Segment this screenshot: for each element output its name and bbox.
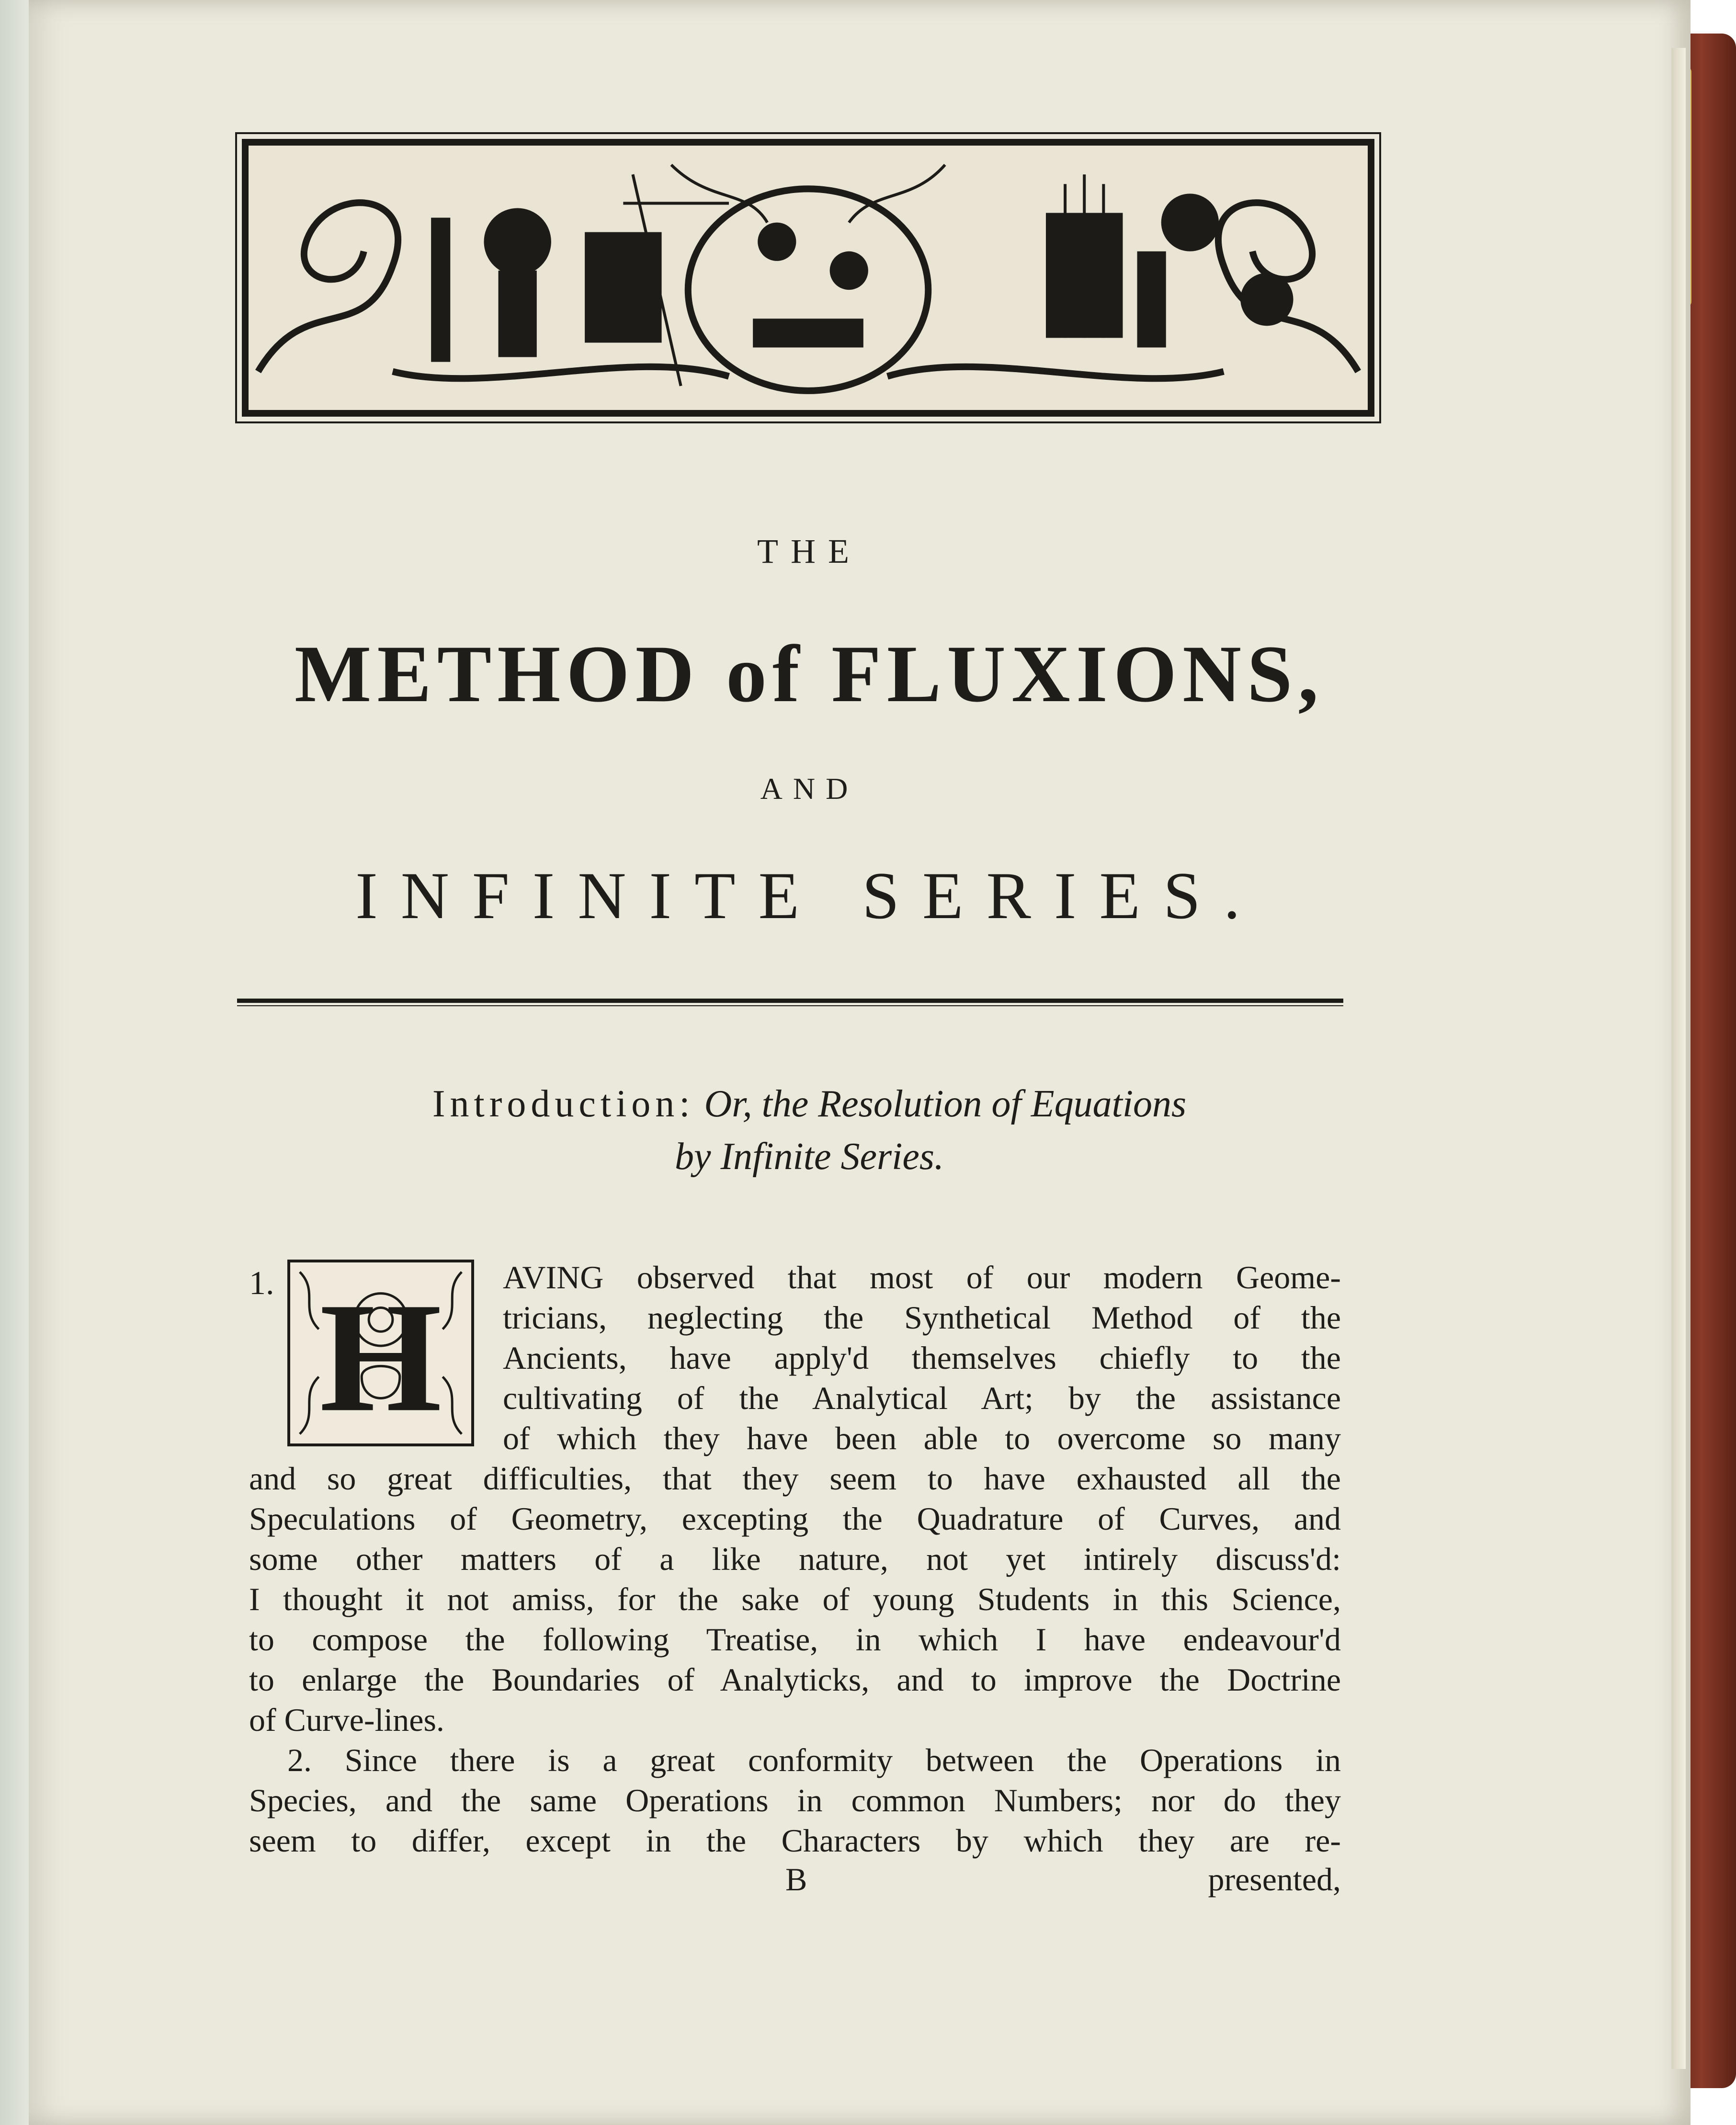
text-line: Ancients, have apply'd themselves chiefly to the bbox=[503, 1340, 1341, 1376]
title-the: THE bbox=[757, 532, 862, 570]
signature-mark: B bbox=[785, 1861, 807, 1898]
divider-rule bbox=[237, 999, 1343, 1003]
text-line: 2. Since there is a great conformity between the Operations in bbox=[287, 1742, 1341, 1778]
text-line: I thought it not amiss, for the sake of young Students in this Science, bbox=[249, 1581, 1341, 1617]
text-line: to enlarge the Boundaries of Analyticks, and to improve the Doctrine bbox=[249, 1661, 1341, 1698]
title-and: AND bbox=[760, 772, 859, 806]
introduction-subtitle-line2: by Infinite Series. bbox=[674, 1136, 944, 1178]
introduction-heading bbox=[225, 1078, 1394, 1183]
text-line: AVING observed that most of our modern Geome- bbox=[503, 1259, 1341, 1295]
main-title: METHOD of FLUXIONS, bbox=[294, 629, 1325, 719]
introduction-subtitle: Or, the Resolution of Equations bbox=[704, 1083, 1187, 1125]
introduction-label: Introduction: bbox=[432, 1083, 695, 1125]
catchword: presented, bbox=[1208, 1861, 1341, 1898]
dropcap-letter: H bbox=[319, 1270, 442, 1443]
text-line: tricians, neglecting the Synthetical Method of the bbox=[503, 1299, 1341, 1336]
paragraph-number: 1. bbox=[249, 1265, 274, 1302]
text-line: Speculations of Geometry, excepting the Quadrature of Curves, and bbox=[249, 1500, 1341, 1537]
text-line: of Curve-lines. bbox=[249, 1702, 444, 1738]
text-line: to compose the following Treatise, in which I have endeavour'd bbox=[249, 1621, 1341, 1658]
headpiece-engraving-icon bbox=[249, 146, 1368, 410]
page-edge bbox=[1671, 48, 1686, 2069]
divider-rule-thin bbox=[237, 1005, 1343, 1006]
decorated-initial bbox=[287, 1260, 474, 1446]
text-line: some other matters of a like nature, not yet intirely discuss'd: bbox=[249, 1541, 1341, 1577]
text-line: seem to differ, except in the Characters by which they are re- bbox=[249, 1822, 1341, 1859]
ornamental-initial-icon bbox=[290, 1262, 471, 1443]
text-line: Species, and the same Operations in common Numbers; nor do they bbox=[249, 1782, 1341, 1818]
sub-title: INFINITE SERIES. bbox=[355, 859, 1263, 933]
text-line: and so great difficulties, that they seem to have exhausted all the bbox=[249, 1460, 1341, 1497]
text-line: of which they have been able to overcome so many bbox=[503, 1420, 1341, 1456]
text-line: cultivating of the Analytical Art; by the assistance bbox=[503, 1380, 1341, 1416]
decorative-headpiece bbox=[242, 139, 1374, 417]
